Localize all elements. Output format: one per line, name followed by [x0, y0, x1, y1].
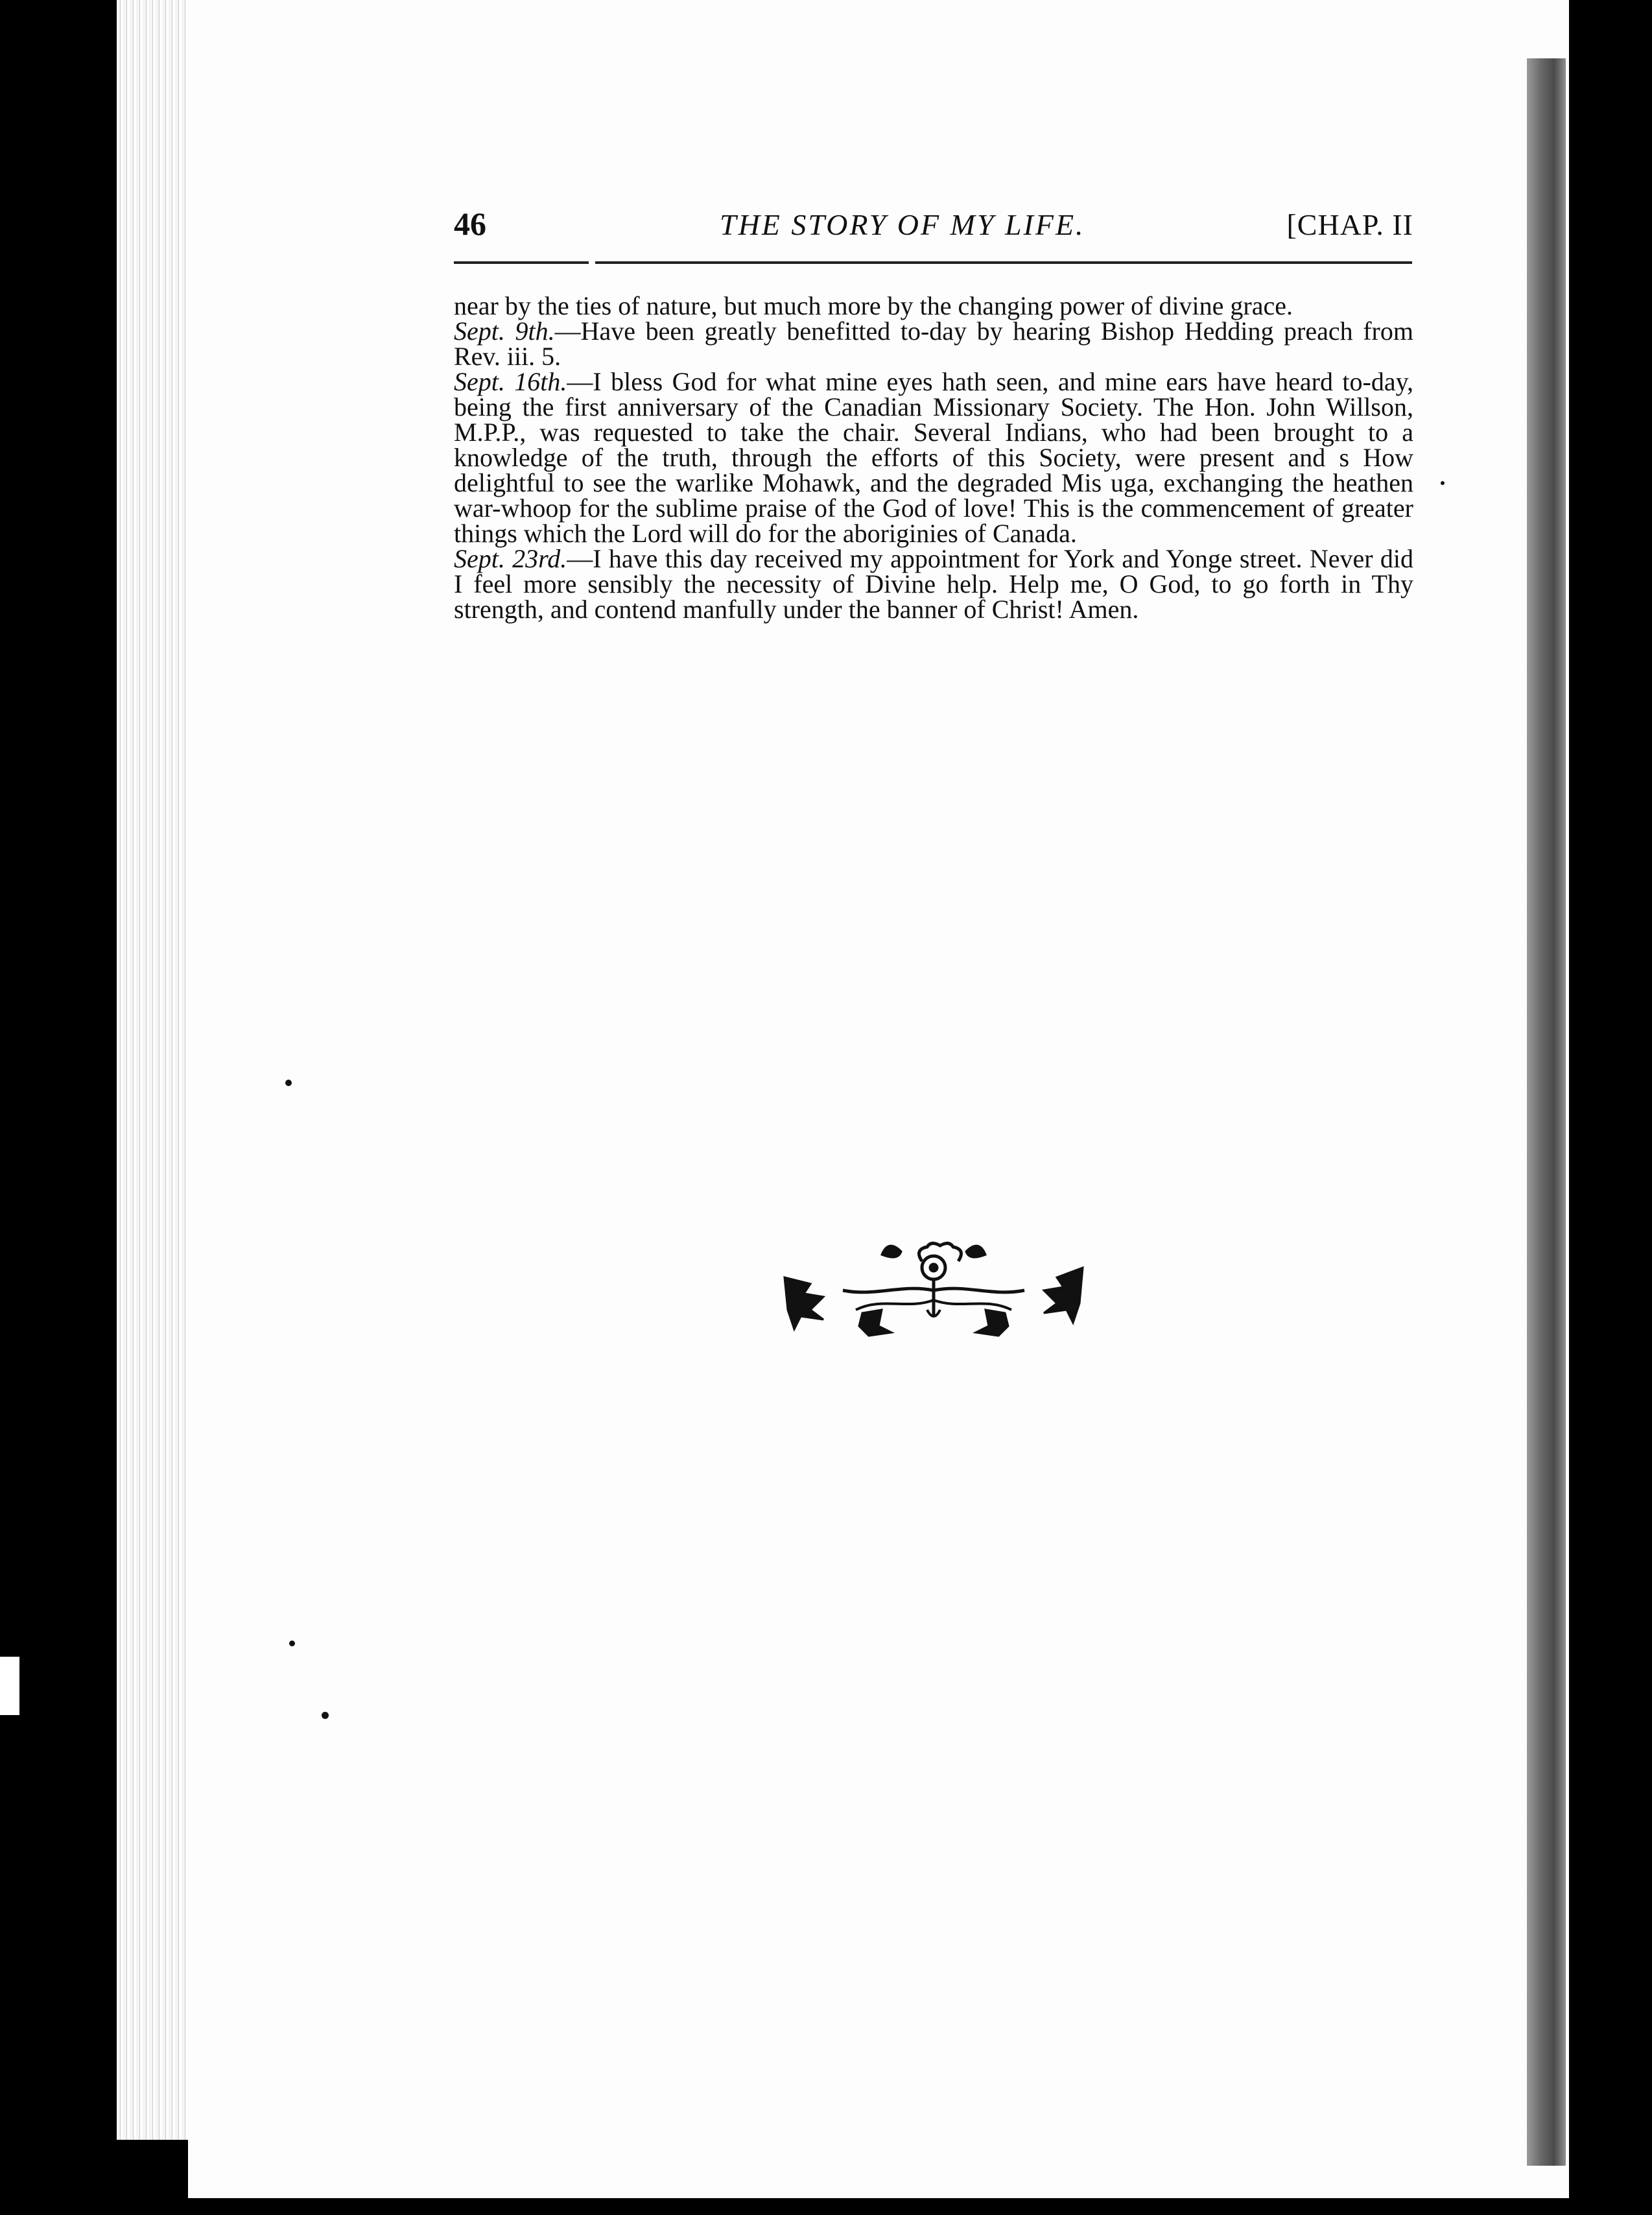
entry-text: —I bless God for what mine eyes hath seen, and mine ears have heard to-day, being the first anniversary of the Canadian Missionary Society. The Hon. John Willson, M.P.P., was requested to take the chair. Several Indians, who had been brought to a knowledge of the truth, through the efforts of this Society, were present and s How delightful to see the warlike Mohawk, and the degraded Mis uga, exchanging the heathen war-whoop for the sublime praise of the God of love! This is the commencement of greater things which the Lord will do for the aboriginies of Canada.	[454, 367, 1413, 548]
journal-entry-sept-16	[454, 369, 1413, 546]
ink-speck	[1441, 481, 1445, 485]
page-header	[454, 205, 1413, 257]
paragraph-text: near by the ties of nature, but much more by the changing power of divine grace.	[454, 291, 1293, 320]
entry-text: —I have this day received my appointment for York and Yonge street. Never did I feel more sensibly the necessity of Divine help. Help me, O God, to go forth in Thy strength, and contend manfully under the banner of Christ! Amen.	[454, 544, 1413, 624]
ink-speck	[289, 1641, 295, 1646]
journal-entry-sept-23	[454, 546, 1413, 622]
ink-speck	[285, 1080, 292, 1086]
page-number: 46	[454, 206, 486, 242]
header-rule-gap	[589, 261, 595, 264]
body-text	[454, 293, 1413, 622]
book-binding	[1527, 58, 1566, 2166]
paragraph-continuation	[454, 293, 1413, 318]
entry-date: Sept. 9th.	[454, 316, 555, 346]
chapter-label: [CHAP. II	[1286, 208, 1413, 241]
running-title: THE STORY OF MY LIFE.	[720, 208, 1085, 241]
header-rule	[454, 261, 1412, 264]
journal-entry-sept-9	[454, 318, 1413, 369]
margin-mark	[0, 1657, 19, 1715]
entry-text: —Have been greatly benefitted to-day by hearing Bishop Hedding preach from Rev. iii. 5.	[454, 316, 1413, 371]
floral-ornament-icon	[772, 1238, 1096, 1349]
ink-speck	[322, 1712, 329, 1719]
entry-date: Sept. 23rd.	[454, 544, 567, 573]
entry-date: Sept. 16th.	[454, 367, 567, 396]
